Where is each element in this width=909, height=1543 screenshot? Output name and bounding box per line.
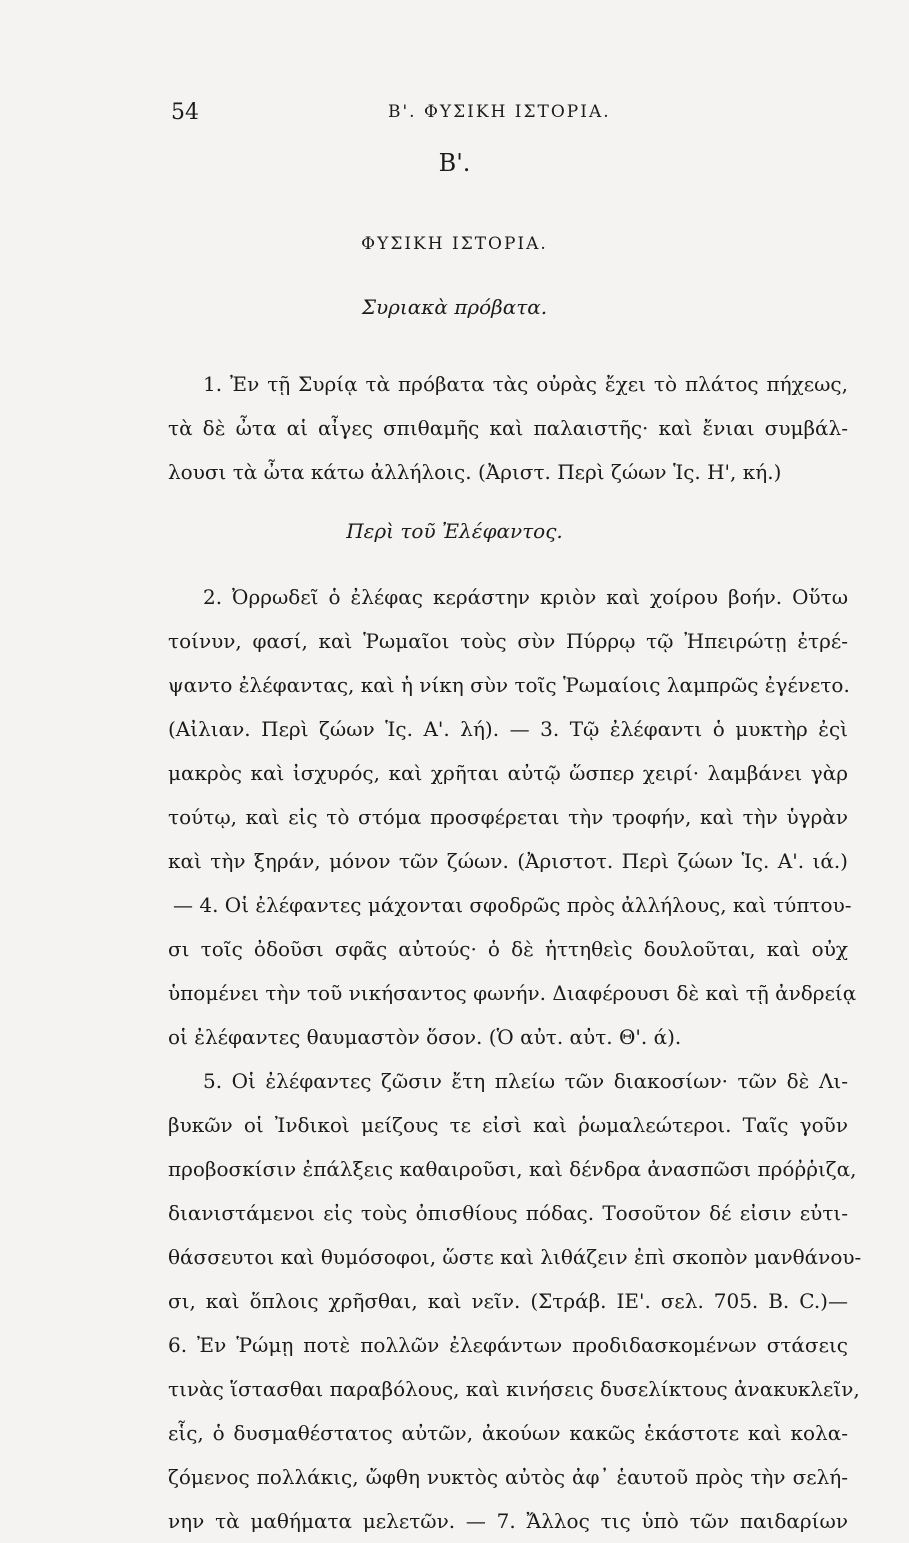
text-line: οἱ ἐλέφαντες θαυμαστὸν ὅσον. (Ὁ αὐτ. αὐτ. Θ'. ά). (168, 1025, 682, 1049)
text-line: 5. Οἱ ἐλέφαντες ζῶσιν ἔτη πλείω τῶν διακοσίων· τῶν δὲ Λι- (203, 1069, 848, 1093)
text-line: — 4. Οἱ ἐλέφαντες μάχονται σφοδρῶς πρὸς ἀλλήλους, καὶ τύπτου- (173, 893, 852, 917)
text-line: προβοσκίσιν ἐπάλξεις καθαιροῦσι, καὶ δένδρα ἀνασπῶσι πρόῤῥιζα, (168, 1157, 857, 1181)
text-line: τὰ δὲ ὦτα αἱ αἶγες σπιθαμῆς καὶ παλαιστῆς· καὶ ἔνιαι συμβάλ- (168, 416, 848, 440)
running-head (0, 100, 909, 134)
section-title: ΦΥΣΙΚΗ ΙΣΤΟΡΙΑ. (361, 234, 548, 254)
text-line: σι τοῖς ὀδοῦσι σφᾶς αὐτούς· ὁ δὲ ἡττηθεὶς δουλοῦται, καὶ οὐχ (168, 937, 848, 961)
text-line: τούτῳ, καὶ εἰς τὸ στόμα προσφέρεται τὴν τροφήν, καὶ τὴν ὑγρὰν (168, 805, 848, 829)
paragraph-elephant (168, 575, 862, 1543)
text-line: ψαντο ἐλέφαντας, καὶ ἡ νίκη σὺν τοῖς Ῥωμαίοις λαμπρῶς ἐγένετο. (168, 673, 850, 697)
text-line: σι, καὶ ὅπλοις χρῆσθαι, καὶ νεῖν. (Στράβ. ΙΕ'. σελ. 705. Β. C.)— (168, 1289, 848, 1313)
text-line: 1. Ἐν τῇ Συρίᾳ τὰ πρόβατα τὰς οὐρὰς ἔχει τὸ πλάτος πήχεως, (203, 372, 848, 396)
text-line: εἷς, ὁ δυσμαθέστατος αὐτῶν, ἀκούων κακῶς ἑκάστοτε καὶ κολα- (168, 1421, 848, 1445)
text-line: 2. Ὀρρωδεῖ ὁ ἐλέφας κεράστην κριὸν καὶ χοίρου βοήν. Οὕτω (203, 585, 848, 609)
text-line: βυκῶν οἱ Ἰνδικοὶ μείζους τε εἰσὶ καὶ ῥωμαλεώτεροι. Ταῖς γοῦν (168, 1113, 848, 1137)
text-line: θάσσευτοι καὶ θυμόσοφοι, ὥστε καὶ λιθάζειν ἐπὶ σκοπὸν μανθάνου- (168, 1245, 862, 1269)
text-line: (Αἰλιαν. Περὶ ζώων Ἱς. Α'. λή). — 3. Τῷ ἐλέφαντι ὁ μυκτὴρ ἐςὶ (168, 717, 848, 741)
text-line: 6. Ἐν Ῥώμῃ ποτὲ πολλῶν ἐλεφάντων προδιδασκομένων στάσεις (168, 1333, 848, 1357)
text-line: λουσι τὰ ὦτα κάτω ἀλλήλοις. (Ἀριστ. Περὶ ζώων Ἱς. Η', κή.) (168, 460, 782, 484)
text-line: καὶ τὴν ξηράν, μόνον τῶν ζώων. (Ἀριστοτ. Περὶ ζώων Ἱς. Α'. ιά.) (168, 849, 848, 873)
subheading-elephant: Περὶ τοῦ Ἐλέφαντος. (346, 519, 563, 543)
paragraph-sheep (168, 362, 848, 494)
text-line: μακρὸς καὶ ἰσχυρός, καὶ χρῆται αὐτῷ ὥσπερ χειρί· λαμβάνει γὰρ (168, 761, 848, 785)
running-title: Β'. ΦΥΣΙΚΗ ΙΣΤΟΡΙΑ. (388, 102, 611, 122)
text-line: διανιστάμενοι εἰς τοὺς ὀπισθίους πόδας. Τοσοῦτον δέ εἰσιν εὐτι- (168, 1201, 848, 1225)
text-line: ζόμενος πολλάκις, ὤφθη νυκτὸς αὐτὸς ἀφ᾽ ἑαυτοῦ πρὸς τὴν σελή- (168, 1465, 848, 1489)
text-line: τινὰς ἵστασθαι παραβόλους, καὶ κινήσεις δυσελίκτους ἀνακυκλεῖν, (168, 1377, 860, 1401)
text-line: νην τὰ μαθήματα μελετῶν. — 7. Ἄλλος τις ὑπὸ τῶν παιδαρίων (168, 1509, 848, 1533)
text-line: ὑπομένει τὴν τοῦ νικήσαντος φωνήν. Διαφέρουσι δὲ καὶ τῇ ἀνδρείᾳ (168, 981, 857, 1005)
subheading-syrian-sheep: Συριακὰ πρόβατα. (361, 295, 548, 319)
section-number: Β'. (438, 149, 471, 177)
text-line: τοίνυν, φασί, καὶ Ῥωμαῖοι τοὺς σὺν Πύρρῳ τῷ Ἠπειρώτῃ ἐτρέ- (168, 629, 848, 653)
page-number: 54 (171, 100, 199, 125)
